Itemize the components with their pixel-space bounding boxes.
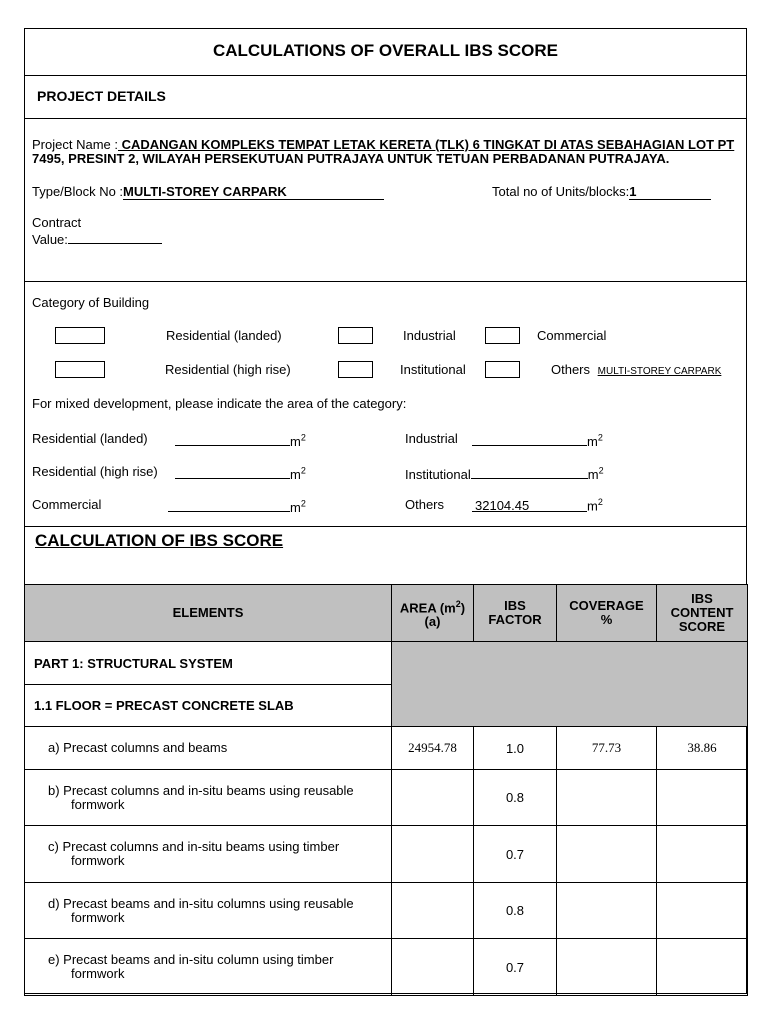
option-others-label: Others — [551, 362, 591, 377]
row-e-coverage[interactable] — [557, 939, 657, 996]
col-coverage — [557, 585, 657, 642]
table-row — [25, 826, 748, 883]
row-d-area[interactable] — [392, 883, 474, 939]
col-coverage-l1: COVERAGE — [569, 598, 644, 613]
area-others-field: 32104.45 — [472, 498, 587, 512]
option-others — [551, 362, 721, 377]
row-d-factor: 0.8 — [474, 883, 557, 939]
option-institutional: Institutional — [400, 362, 466, 377]
col-area-label: AREA (m — [399, 600, 456, 616]
divider — [24, 118, 747, 119]
area-res-landed — [175, 431, 306, 449]
area-commercial-field — [168, 497, 290, 512]
row-c-factor: 0.7 — [474, 826, 557, 883]
total-units-value: 1 — [629, 184, 711, 200]
page-title: CALCULATIONS OF OVERALL IBS SCORE — [212, 41, 559, 60]
area-institutional — [405, 464, 604, 482]
row-a-element: a) Precast columns and beams — [25, 727, 392, 770]
checkbox-industrial[interactable] — [338, 327, 373, 344]
row-b-score[interactable] — [657, 770, 748, 826]
area-others — [472, 497, 603, 513]
area-res-landed-field — [175, 431, 290, 446]
contract-value-field — [68, 229, 162, 244]
row-b-coverage[interactable] — [557, 770, 657, 826]
col-factor-l1: IBS — [504, 598, 526, 613]
col-score-l3: SCORE — [678, 619, 726, 634]
row-e-line1: e) Precast beams and in-situ column using timber — [48, 952, 334, 967]
row-e-line2: formwork — [71, 966, 125, 981]
table-row — [25, 770, 748, 826]
checkbox-institutional[interactable] — [338, 361, 373, 378]
row-c-area[interactable] — [392, 826, 474, 883]
checkbox-others[interactable] — [485, 361, 520, 378]
row-b-factor: 0.8 — [474, 770, 557, 826]
row-b-line1: b) Precast columns and in-situ beams using reusable — [48, 782, 354, 798]
checkbox-res-high[interactable] — [55, 361, 105, 378]
row-c-line1: c) Precast columns and in-situ beams using timber — [48, 839, 340, 854]
table-row — [25, 883, 748, 939]
area-label-res-high: Residential (high rise) — [32, 464, 158, 479]
area-res-high-field — [175, 464, 290, 479]
unit-sup: 2 — [598, 465, 604, 476]
option-industrial: Industrial — [403, 328, 456, 343]
area-commercial — [168, 497, 306, 515]
area-institutional-field — [471, 464, 588, 479]
row-e-element — [25, 939, 392, 996]
col-coverage-l2: % — [600, 612, 613, 627]
project-name-row — [32, 137, 734, 152]
row-c-coverage[interactable] — [557, 826, 657, 883]
divider — [24, 281, 747, 282]
type-block-label: Type/Block No : — [32, 184, 124, 199]
unit-sup: 2 — [300, 432, 306, 443]
row-d-line1: d) Precast beams and in-situ columns using reusable — [48, 895, 354, 911]
area-industrial — [472, 431, 603, 449]
unit-sup: 2 — [300, 465, 306, 476]
row-e-score[interactable] — [657, 939, 748, 996]
unit-label: m — [587, 498, 598, 514]
area-label-res-landed: Residential (landed) — [32, 431, 148, 446]
shaded-cell — [392, 642, 748, 727]
contract-value-row — [32, 229, 162, 247]
type-block-row — [32, 184, 384, 200]
row-c-element — [25, 826, 392, 883]
table-header-row — [25, 585, 748, 642]
table-row — [25, 727, 748, 770]
area-industrial-field — [472, 431, 587, 446]
option-res-landed: Residential (landed) — [166, 328, 282, 343]
project-details-heading: PROJECT DETAILS — [37, 88, 166, 104]
col-score — [657, 585, 748, 642]
unit-label: m — [587, 434, 598, 449]
col-factor-l2: FACTOR — [488, 612, 542, 627]
unit-sup: 2 — [300, 498, 306, 509]
row-a-factor: 1.0 — [474, 727, 557, 770]
col-area-sup: 2 — [455, 598, 461, 609]
type-block-value: MULTI-STOREY CARPARK — [123, 184, 384, 200]
col-factor — [474, 585, 557, 642]
ibs-score-table — [24, 584, 748, 996]
row-e-factor: 0.7 — [474, 939, 557, 996]
unit-label: m — [290, 467, 301, 482]
option-commercial: Commercial — [537, 328, 607, 343]
col-score-l1: IBS — [691, 591, 713, 606]
contract-value-label: Value: — [32, 232, 68, 247]
row-a-area[interactable]: 24954.78 — [392, 727, 474, 770]
col-area-close: ) — [460, 600, 466, 616]
col-area-sub: (a) — [424, 614, 441, 630]
area-label-commercial: Commercial — [32, 497, 102, 512]
col-score-l2: CONTENT — [670, 605, 734, 620]
divider — [24, 526, 747, 527]
unit-sup: 2 — [597, 432, 603, 443]
area-label-industrial: Industrial — [405, 431, 458, 446]
row-b-element — [25, 770, 392, 826]
row-d-element — [25, 883, 392, 939]
mixed-note: For mixed development, please indicate the area of the category: — [32, 396, 407, 411]
part1-label: PART 1: STRUCTURAL SYSTEM — [25, 642, 392, 685]
checkbox-commercial[interactable] — [485, 327, 520, 344]
table-row — [25, 642, 748, 685]
unit-label: m — [587, 467, 599, 482]
option-others-value: MULTI-STOREY CARPARK — [597, 366, 722, 377]
area-label-institutional: Institutional — [405, 467, 471, 482]
unit-sup: 2 — [597, 497, 603, 507]
calc-heading: CALCULATION OF IBS SCORE — [35, 531, 284, 550]
row-a-coverage[interactable]: 77.73 — [557, 727, 657, 770]
row-c-score[interactable] — [657, 826, 748, 883]
row-d-coverage[interactable] — [557, 883, 657, 939]
project-name-value-cont: 7495, PRESINT 2, WILAYAH PERSEKUTUAN PUTRAJAYA UNTUK TETUAN PERBADANAN PUTRAJAYA. — [32, 151, 670, 166]
col-elements: ELEMENTS — [25, 585, 392, 642]
row-e-area[interactable] — [392, 939, 474, 996]
row-a-score[interactable]: 38.86 — [657, 727, 748, 770]
unit-label: m — [290, 500, 301, 515]
option-res-high: Residential (high rise) — [165, 362, 291, 377]
total-units-row — [492, 184, 711, 200]
project-name-label: Project Name : — [32, 137, 118, 152]
table-row — [25, 939, 748, 996]
area-res-high — [175, 464, 306, 482]
row-c-line2: formwork — [71, 853, 125, 868]
row-d-line2: formwork — [71, 909, 125, 925]
contract-label: Contract — [32, 215, 82, 230]
area-label-others: Others — [405, 497, 445, 512]
row-d-score[interactable] — [657, 883, 748, 939]
row-b-area[interactable] — [392, 770, 474, 826]
total-units-label: Total no of Units/blocks: — [492, 184, 630, 199]
unit-label: m — [290, 434, 301, 449]
checkbox-res-landed[interactable] — [55, 327, 105, 344]
project-name-value: CADANGAN KOMPLEKS TEMPAT LETAK KERETA (TLK) 6 TINGKAT DI ATAS SEBAHAGIAN LOT PT — [117, 137, 735, 152]
divider — [24, 75, 747, 76]
col-area — [392, 585, 474, 642]
category-heading: Category of Building — [32, 295, 150, 310]
row-b-line2: formwork — [71, 796, 125, 812]
sub11-label: 1.1 FLOOR = PRECAST CONCRETE SLAB — [25, 685, 392, 727]
